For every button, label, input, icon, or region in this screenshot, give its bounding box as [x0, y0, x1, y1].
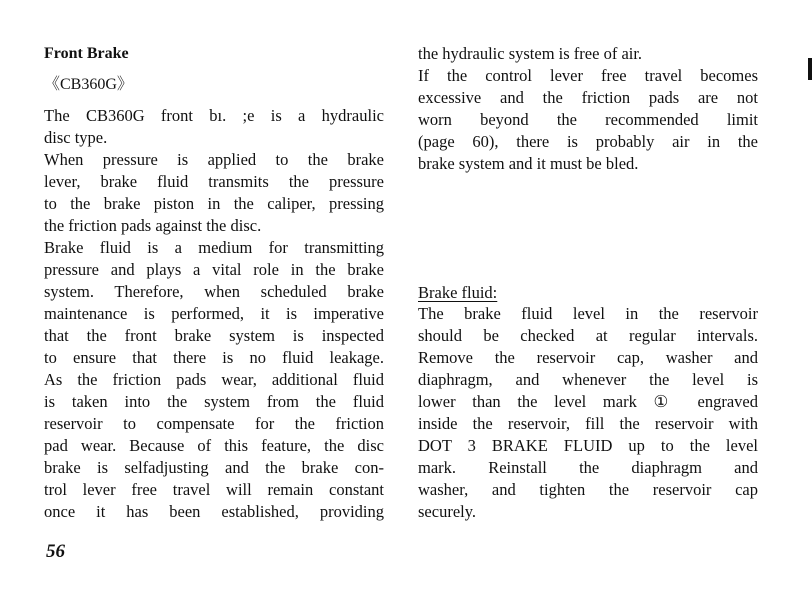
body-line: DOT 3 BRAKE FLUID up to the level — [418, 436, 758, 455]
brake-fluid-subheading: Brake fluid: — [418, 283, 498, 302]
body-line: lever, brake fluid transmits the pressure — [44, 172, 384, 191]
body-line: diaphragm, and whenever the level is — [418, 370, 758, 389]
body-line: maintenance is performed, it is imperative — [44, 304, 384, 323]
body-line: mark. Reinstall the diaphragm and — [418, 458, 758, 477]
body-line: pad wear. Because of this feature, the disc — [44, 436, 384, 455]
body-line: that the front brake system is inspected — [44, 326, 384, 345]
body-line: Remove the reservoir cap, washer and — [418, 348, 758, 367]
body-line: The brake fluid level in the reservoir — [418, 304, 758, 323]
body-line: If the control lever free travel becomes — [418, 66, 758, 85]
body-line: brake is selfadjusting and the brake con- — [44, 458, 384, 477]
body-line: excessive and the friction pads are not — [418, 88, 758, 107]
body-line: once it has been established, providing — [44, 502, 384, 521]
body-line: to ensure that there is no fluid leakage. — [44, 348, 384, 367]
body-line: inside the reservoir, fill the reservoir with — [418, 414, 758, 433]
body-line: trol lever free travel will remain constant — [44, 480, 384, 499]
body-line: washer, and tighten the reservoir cap — [418, 480, 758, 499]
body-line: disc type. — [44, 128, 108, 147]
body-line: When pressure is applied to the brake — [44, 150, 384, 169]
body-line: brake system and it must be bled. — [418, 154, 639, 173]
body-line: Brake fluid is a medium for transmitting — [44, 238, 384, 257]
page-edge-mark — [808, 58, 812, 80]
section-heading: Front Brake — [44, 45, 129, 62]
body-line: reservoir to compensate for the friction — [44, 414, 384, 433]
body-line: pressure and plays a vital role in the brake — [44, 260, 384, 279]
body-line: the hydraulic system is free of air. — [418, 44, 643, 63]
body-line: lower than the level mark ① engraved — [418, 392, 758, 411]
body-line: As the friction pads wear, additional fluid — [44, 370, 384, 389]
body-line: securely. — [418, 502, 477, 521]
body-line: to the brake piston in the caliper, pressing — [44, 194, 384, 213]
body-line: The CB360G front bı. ;e is a hydraulic — [44, 106, 384, 125]
body-line: worn beyond the recommended limit — [418, 110, 758, 129]
page-number: 56 — [46, 541, 65, 562]
body-line: system. Therefore, when scheduled brake — [44, 282, 384, 301]
body-line: (page 60), there is probably air in the — [418, 132, 758, 151]
body-line: is taken into the system from the fluid — [44, 392, 384, 411]
body-line: the friction pads against the disc. — [44, 216, 262, 235]
model-designation: 《CB360G》 — [44, 76, 133, 93]
body-line: should be checked at regular intervals. — [418, 326, 758, 345]
